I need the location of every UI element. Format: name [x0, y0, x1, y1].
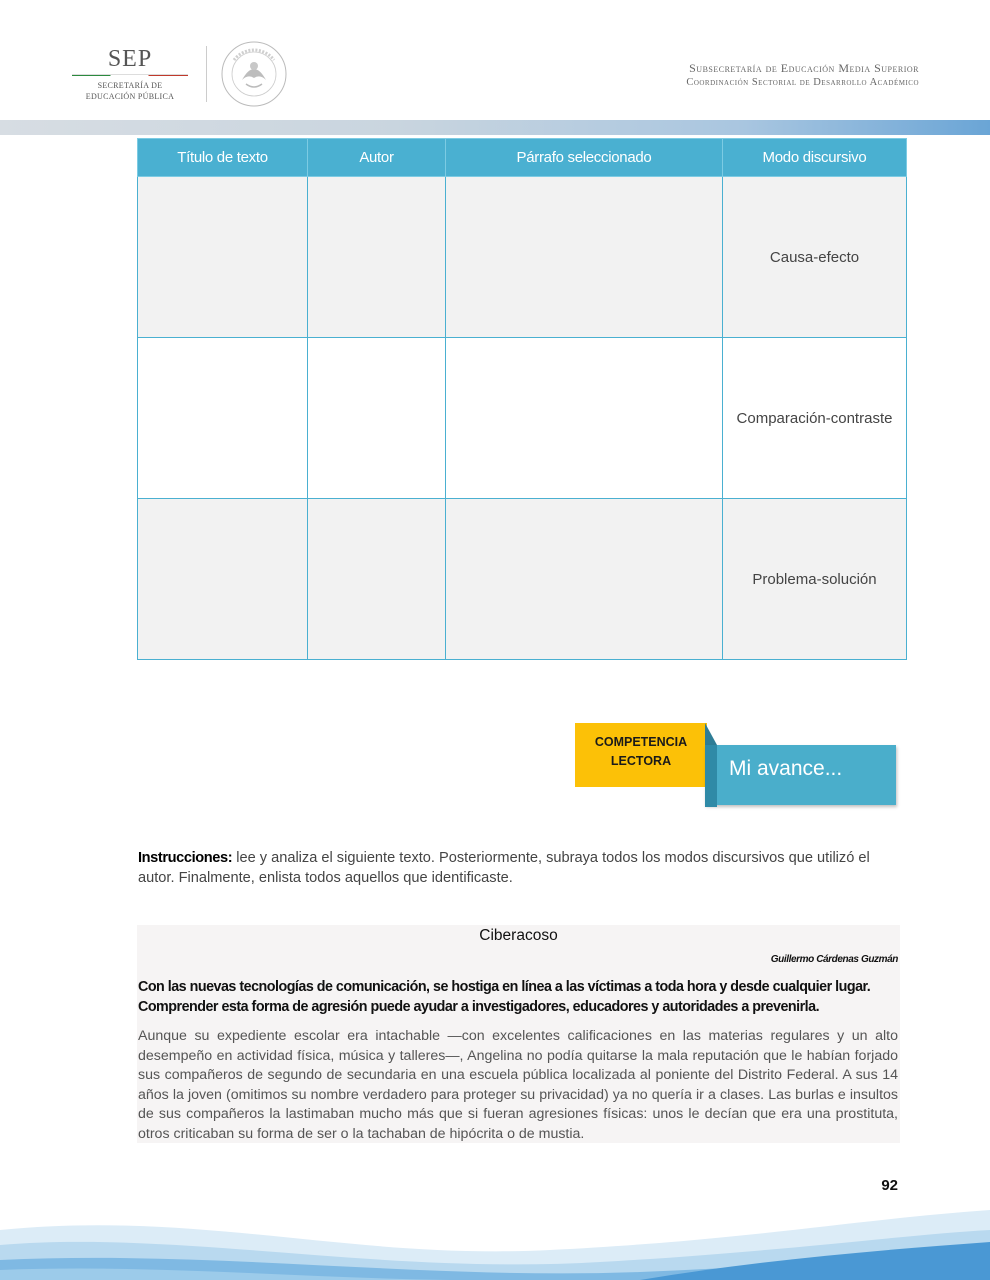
cell-author[interactable] [308, 338, 446, 499]
instructions-label: Instrucciones: [138, 850, 233, 866]
table-row [138, 338, 907, 499]
instructions [138, 848, 900, 888]
badge-fold [705, 723, 717, 745]
header-band [0, 120, 990, 135]
header-divider [206, 46, 207, 102]
cell-paragraph[interactable] [446, 499, 723, 660]
table-row [138, 499, 907, 660]
cell-mode: Causa-efecto [723, 177, 907, 338]
cell-author[interactable] [308, 177, 446, 338]
header-author: Autor [308, 139, 446, 177]
sep-logo-subtitle-1: SECRETARÍA DE [97, 81, 163, 90]
institution-line-2: Coordinación Sectorial de Desarrollo Académico [686, 77, 919, 88]
cell-mode: Problema-solución [723, 499, 907, 660]
badge-side [705, 745, 717, 807]
cell-title[interactable] [138, 177, 308, 338]
institution-line-1: Subsecretaría de Educación Media Superior [689, 61, 919, 75]
mi-avance-label: Mi avance... [705, 745, 896, 805]
reading-title: Ciberacoso [479, 927, 558, 944]
header-paragraph: Párrafo seleccionado [446, 139, 723, 177]
cell-author[interactable] [308, 499, 446, 660]
header-mode: Modo discursivo [723, 139, 907, 177]
page-number: 92 [881, 1177, 898, 1194]
table-row [138, 177, 907, 338]
mexican-seal-icon [220, 40, 288, 108]
reading-body: Aunque su expediente escolar era intachable —con excelentes calificaciones en las materias regulares y un alto desempeño en actividad física, música y talleres—, Angelina no podía quitarse la mala reputación que le habían forjado sus compañeros de segundo de secundaria en una escuela pública localizada al poniente del Distrito Federal. A sus 14 años la joven (omitimos su nombre verdadero para proteger su privacidad) ya no quería ir a clases. Las burlas e insultos de sus compañeros la lastimaban mucho más que si fueran agresiones físicas: unos le decían que era una prostituta, otros criticaban su forma de ser o la tachaban de hipócrita o de mustia. [138, 1028, 898, 1142]
institution-heading [686, 61, 919, 89]
cell-paragraph[interactable] [446, 177, 723, 338]
competencia-label [575, 723, 707, 787]
reading-author: Guillermo Cárdenas Guzmán [770, 954, 898, 965]
cell-paragraph[interactable] [446, 338, 723, 499]
reading-box [137, 925, 900, 1143]
competencia-word: COMPETENCIA [594, 735, 688, 749]
page-header [0, 0, 990, 120]
sep-logo-subtitle-2: EDUCACIÓN PÚBLICA [85, 92, 175, 101]
sep-logo-title: SEP [107, 46, 153, 72]
cell-mode: Comparación-contraste [723, 338, 907, 499]
footer-waves [0, 1190, 990, 1280]
lectora-word: LECTORA [610, 754, 672, 768]
instructions-text: lee y analiza el siguiente texto. Posteriormente, subraya todos los modos discursivos que utilizó el autor. Finalmente, enlista todos aquellos que identificaste. [138, 850, 870, 886]
cell-title[interactable] [138, 338, 308, 499]
reading-lead: Con las nuevas tecnologías de comunicación, se hostiga en línea a las víctimas a toda hora y desde cualquier lugar. Comprender esta forma de agresión puede ayudar a investigadores, educadores y autoridades a prevenirla. [138, 979, 871, 1015]
sep-logo [70, 46, 190, 106]
discursive-modes-table [137, 138, 907, 660]
header-title: Título de texto [138, 139, 308, 177]
table-header-row [138, 139, 907, 177]
cell-title[interactable] [138, 499, 308, 660]
sep-logo-flag-line [72, 74, 188, 76]
